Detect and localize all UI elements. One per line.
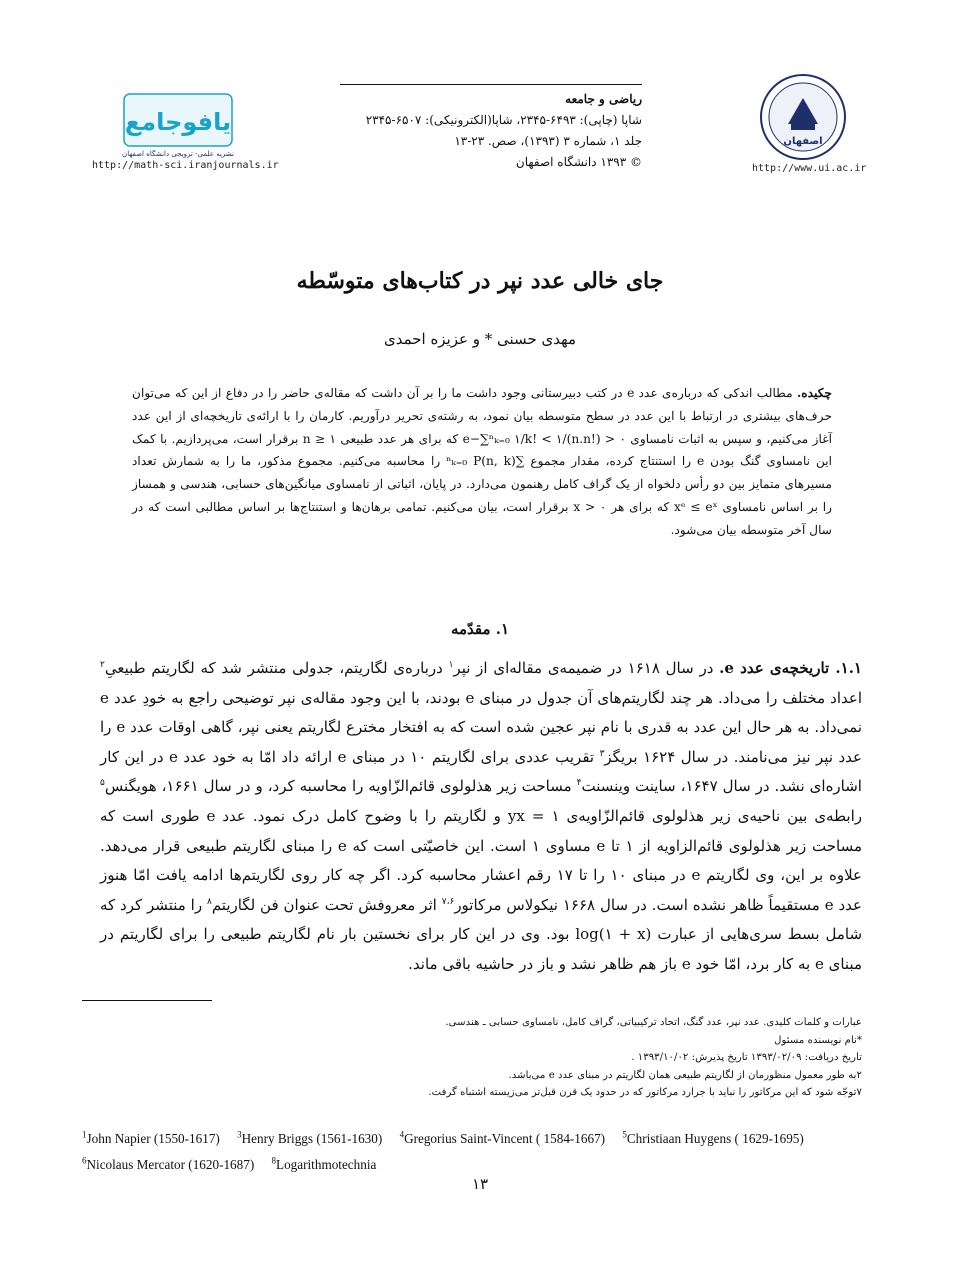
- name-footnote-num: 5: [622, 1129, 627, 1140]
- university-seal-text: اصفهان: [783, 136, 823, 147]
- footnote-ref-2[interactable]: ۲: [100, 660, 105, 670]
- name-footnote-num: 4: [399, 1129, 405, 1140]
- footnotes: [100, 1014, 862, 1102]
- journal-name: ریاضی و جامعه: [565, 92, 642, 106]
- paper-authors: مهدی حسنی * و عزیزه احمدی: [383, 330, 577, 348]
- body-text-7: اثر معروفش تحت عنوان فن لگاریتم: [211, 895, 437, 914]
- issn-line: شاپا (چاپی): ۶۴۹۳-۲۳۴۵، شاپا(الکترونیکی): ۶۵۰۷-۲۳۴۵: [365, 113, 642, 127]
- subsection-title: ۱.۱. تاریخچه‌ی عدد e.: [719, 659, 862, 677]
- name-footnote: [272, 1157, 377, 1172]
- name-footnote-text: John Napier (1550-1617): [86, 1131, 220, 1146]
- footnote-dates: تاریخ دریافت: ۱۳۹۳/۰۲/۰۹ تاریخ پذیرش: ۱۳۹۳/۱۰/۰۲ .: [631, 1052, 862, 1064]
- footnote-rule: [82, 1000, 212, 1001]
- body-text-3: اعداد مختلف را می‌داد. هر چند لگاریتم‌های آن جدول در مبنای e بودند، با این وجود مقاله‌ی نپر توضیحی راجع به خودِ عدد e نمی‌داد. به هر حال این عدد به قدری با نام نپر عجین شده است که به افتخار مخترع لگاریتم یعنی نپر، گاهی اوقات عدد e را عدد نپر نیز می‌نامند. در سال ۱۶۲۴ بریگز: [100, 688, 863, 766]
- name-footnote: [237, 1131, 382, 1146]
- name-footnote: [82, 1157, 254, 1172]
- university-url[interactable]: http://www.ui.ac.ir: [752, 163, 867, 174]
- footnote-ref-3[interactable]: ۳: [599, 748, 605, 759]
- footnote-corresponding: *نام نویسنده مسئول: [774, 1034, 862, 1046]
- body-text-5: مساحت زیر هذلولوی قائم‌الزّاویه را محاسبه کرد، و در سال ۱۶۶۱، هویگنس: [104, 777, 572, 796]
- journal-url[interactable]: http://math-sci.iranjournals.ir: [92, 160, 279, 171]
- journal-info: [300, 89, 642, 173]
- name-footnote-text: Nicolaus Mercator (1620-1687): [86, 1157, 255, 1172]
- footnote-ref-1[interactable]: ۱: [448, 660, 454, 670]
- body-text-6: رابطه‌ی بین ناحیه‌ی زیر هذلولوی قائم‌الزّاویه‌ی yx = ۱ و لگاریتم را با وضوح کامل درک نمود. عدد e طوری است که مساحت زیر هذلولوی قائم‌الزاویه از ۱ تا e مساوی ۱ است. این خاصیّتی است که e را مبنای لگاریتم طبیعی قرار می‌دهد. علاوه بر این، وی لگاریتم e در مبنای ۱۰ را تا ۱۷ رقم اعشار محاسبه کرد. اگر چه کار روی لگاریتم‌ها ادامه یافت امّا هنوز عدد e مستقیماً ظاهر نشده است. در سال ۱۶۶۸ نیکولاس مرکاتور: [100, 806, 863, 914]
- body-text-8: را منتشر کرد که شامل بسط سری‌هایی از عبارت log(۱ + x) بود. وی در این کار برای نخستین بار نام لگاریتم طبیعی را برای لگاریتم در مبنای e به کار برد، امّا خود e باز هم ظاهر نشد و باز در حاشیه باقی ماند.: [100, 895, 863, 973]
- journal-logo: [118, 90, 238, 160]
- abstract: [132, 382, 832, 542]
- body-text-4: تقریب عددی برای لگاریتم ۱۰ در مبنای e ارائه داد امّا به خود عدد e در این کار اشاره‌ای نشد. در سال ۱۶۴۷، ساینت وینسنت: [100, 747, 862, 796]
- name-footnote-num: 3: [237, 1129, 242, 1140]
- university-seal: [758, 72, 848, 162]
- page-number: ۱۳: [471, 1175, 489, 1193]
- name-footnote-text: Logarithmotechnia: [276, 1157, 377, 1172]
- journal-logo-caption: نشریه علمی- ترویجی دانشگاه اصفهان: [122, 150, 234, 158]
- name-footnote-text: Henry Briggs (1561-1630): [241, 1131, 383, 1146]
- journal-logo-graphic: [118, 90, 238, 160]
- name-footnote-text: Christiaan Huygens ( 1629-1695): [626, 1131, 804, 1146]
- body-paragraph: [100, 654, 862, 980]
- header-rule: [340, 84, 642, 85]
- paper-title: جای خالی عدد نپر در کتاب‌های متوسّطه: [296, 268, 664, 294]
- name-footnote-num: 6: [82, 1155, 87, 1166]
- name-footnote-num: 8: [271, 1155, 277, 1166]
- name-footnote-text: Gregorius Saint-Vincent ( 1584-1667): [404, 1131, 606, 1146]
- section-heading: ۱. مقدّمه: [450, 620, 510, 638]
- footnote-2: ۲به طور معمول منظورمان از لگاریتم طبیعی همان لگاریتم در مبنای عدد e می‌باشد.: [508, 1069, 862, 1081]
- footnote-ref-4[interactable]: ۴: [576, 778, 582, 789]
- volume-line: جلد ۱، شماره ۳ (۱۳۹۳)، صص. ۲۳-۱۳: [454, 134, 642, 148]
- copyright-line: © ۱۳۹۳ دانشگاه اصفهان: [515, 155, 642, 169]
- name-footnote: [622, 1131, 803, 1146]
- footnote-ref-6[interactable]: ۷،۶: [441, 896, 455, 907]
- university-seal-graphic: [758, 72, 848, 162]
- name-footnote: [400, 1131, 606, 1146]
- footnote-keywords: عبارات و کلمات کلیدی. عدد نپر، عدد گنگ، اتحاد ترکیبیاتی، گراف کامل، نامساوی حسابی ـ هندسی.: [445, 1017, 862, 1028]
- body-text-1: در سال ۱۶۱۸ در ضمیمه‌ی مقاله‌ای از نپر: [453, 659, 714, 677]
- footnote-ref-5[interactable]: ۵: [100, 778, 105, 789]
- abstract-text: مطالب اندکی که درباره‌ی عدد e در کتب دبیرستانی وجود داشت ما را بر آن داشت که مقاله‌ی حاضر را در دفاع از این که می‌توان حرف‌های بیشتری در ارتباط با این عدد در سطح متوسطه بیان نمود، به رشته‌ی تحریر درآوریم. کارمان را با ارائه‌ی تاریخچه‌ای از این عدد آغاز می‌کنیم، و سپس به اثبات نامساوی ۰ < e−∑ⁿₖ₌₀ ۱/k! < ۱/(n.n!) که برای هر عدد طبیعی n ≥ ۱ برقرار است، می‌پردازیم. با کمک این نامساوی گنگ بودن e را استنتاج کرده، مقدار مجموع ∑ⁿₖ₌₀ P(n, k) را محاسبه می‌کنیم. مجموع مذکور، ما را به شمارش تعداد مسیرهای متمایز بین دو رأس دلخواه از یک گراف کامل رهنمون می‌دارد. در پایان، اثباتی از نامساوی میانگین‌های حسابی، هندسی و همساز را بر اساس نامساوی xᵉ ≤ eˣ که برای هر x > ۰ برقرار است، بیان می‌کنیم. تمامی برهان‌ها و استنتاج‌ها بر اساس مطالبی است که در سال آخر متوسطه بیان می‌شود.: [132, 386, 832, 537]
- journal-logo-text: یافوجامع: [124, 108, 232, 136]
- abstract-label: چکیده.: [797, 386, 833, 400]
- body-text-2: درباره‌ی لگاریتم، جدولی منتشر شد که لگاریتم طبیعیِ: [104, 659, 443, 677]
- footnote-ref-8[interactable]: ۸: [206, 896, 212, 907]
- name-footnote-num: 1: [82, 1129, 87, 1140]
- footnote-7: ۷توجّه شود که این مرکاتور را نباید با جرارد مرکاتور که در حدود یک قرن قبل‌تر می‌زیسته اشتباه گرفت.: [428, 1087, 862, 1099]
- name-footnote: [82, 1131, 220, 1146]
- name-footnotes: [82, 1126, 882, 1178]
